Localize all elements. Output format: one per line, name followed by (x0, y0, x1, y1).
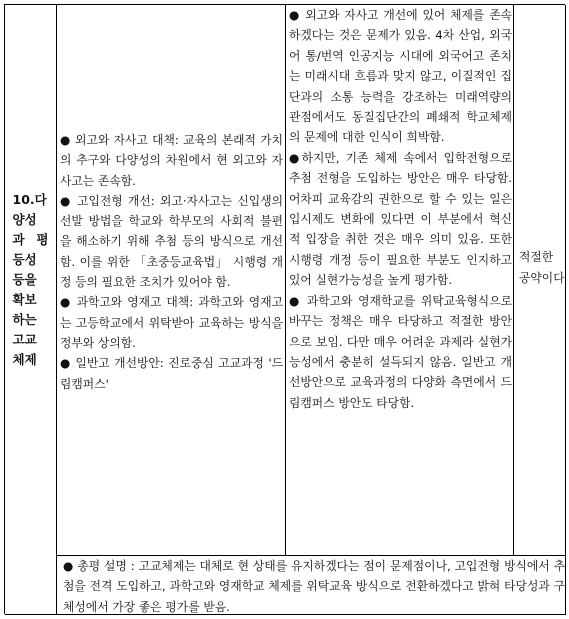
category-label: 10.다양성과 평등성 등을 확보하는 고교체제 (12, 192, 49, 367)
policy-cell (57, 130, 283, 394)
summary-text: ● 총평 설명 : 고교체제는 대체로 현 상태를 유지하겠다는 점이 문제점이나, 고입전형 방식에서 추첨을 전격 도입하고, 과학고와 영재학교 체제를 위탁교육 방식으로 전환하겠다고 밝혀 타당성과 구체성에서 가장 좋은 평가를 받음. (63, 559, 565, 614)
policy-paragraph: ● 외고와 자사고 대책: 교육의 본래적 가치의 추구와 다양성의 차원에서 현 외고와 자사고는 존속함. (60, 133, 283, 188)
policy-paragraph: ● 일반고 개선방안: 진로중심 고교과정 '드림캠퍼스' (60, 356, 283, 391)
evaluation-paragraph: ● 외고와 자사고 개선에 있어 체제를 존속하겠다는 것은 문제가 있음. 4차 산업, 외국어 통/번역 인공지능 시대에 외국어고 존치는 미래시대 흐름과 맞지 않고, 이질적인 집단과의 소통 능력을 강조하는 미래역량의 관점에서도 동질집단간의 폐쇄적 학교체제의 문제에 대한 인식이 희박함. (289, 8, 512, 145)
column-divider (565, 5, 566, 614)
evaluation-table (4, 4, 565, 614)
rating-cell (515, 247, 565, 288)
evaluation-cell (287, 5, 512, 413)
category-cell (5, 5, 56, 555)
column-divider (513, 5, 514, 555)
column-divider (285, 5, 286, 555)
evaluation-paragraph: ● 과학고와 영재학교를 위탁교육형식으로 바꾸는 정책은 매우 타당하고 적절한 방안으로 보임. 다만 매우 어려운 과제라 실현가능성에서 충분히 설득되지 않음. 일반고 개선방안으로 교육과정의 다양화 측면에서 드림캠퍼스 방안도 타당함. (289, 293, 512, 410)
summary-cell (57, 556, 565, 617)
policy-paragraph: ● 과학고와 영재고 대책: 과학고와 영재고는 고등학교에서 위탁받아 교육하는 방식을 정부와 상의함. (60, 295, 283, 350)
evaluation-paragraph: ●하지만, 기존 체제 속에서 입학전형으로 추첨 전형을 도입하는 방안은 매우 타당함. 어차피 교육감의 권한으로 할 수 있는 일은 입시제도 변화에 있다면 이 부분에서 혁신적 입장을 취한 것은 매우 의미 있음. 또한 시행령 개정 등이 필요한 부분도 인지하고 있어 실현가능성을 높게 평가함. (289, 150, 512, 288)
rating-label: 적절한 공약이다 (519, 250, 565, 285)
policy-paragraph: ● 고입전형 개선: 외고·자사고는 신입생의 선발 방법을 학교와 학부모의 사회적 불편을 해소하기 위해 추첨 등의 방식으로 개선함. 이를 위한 「초중등교육법」 시행령 개정 등의 필요한 조치가 있어야 함. (60, 193, 283, 290)
